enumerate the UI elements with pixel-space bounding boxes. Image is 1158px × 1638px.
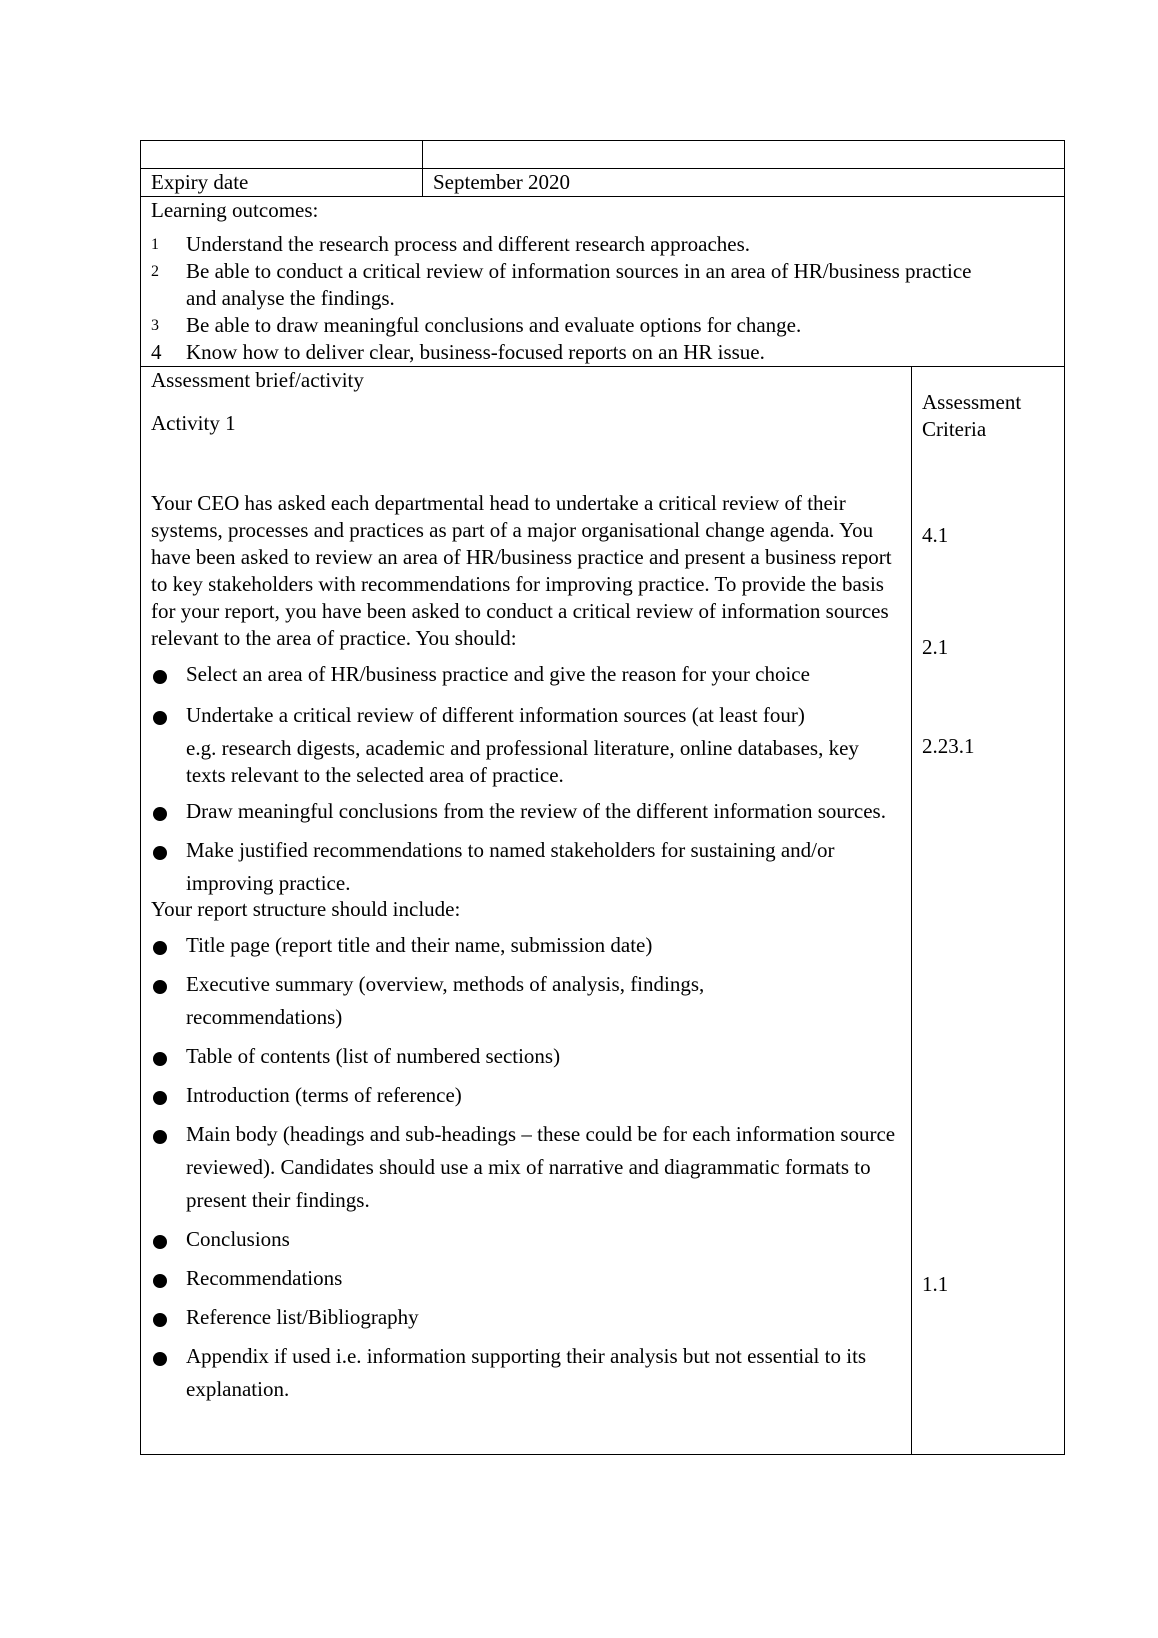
- structure-text: Conclusions: [186, 1227, 290, 1251]
- expiry-value: September 2020: [423, 169, 1065, 197]
- bullet-icon: [153, 941, 167, 955]
- task-text: Make justified recommendations to named stakeholders for sustaining and/or improving practice.: [186, 838, 835, 895]
- task-item: [151, 699, 901, 732]
- bullet-icon: [153, 1091, 167, 1105]
- structure-text: Appendix if used i.e. information supporting their analysis but not essential to its explanation.: [186, 1344, 867, 1401]
- assessment-brief-row: [141, 367, 1065, 1455]
- task-item: [151, 795, 901, 828]
- learning-outcome-item: [151, 258, 1054, 312]
- header-row-empty: [141, 141, 1065, 169]
- outcome-number: 4: [151, 340, 162, 364]
- structure-text: Table of contents (list of numbered sections): [186, 1044, 561, 1068]
- criteria-value: 2.23.1: [922, 734, 975, 758]
- structure-item: [151, 1262, 901, 1295]
- outcome-text: Understand the research process and different research approaches.: [186, 232, 751, 256]
- bullet-icon: [153, 1352, 167, 1366]
- task-text: Undertake a critical review of different information sources (at least four): [186, 703, 805, 727]
- bullet-icon: [153, 711, 167, 725]
- criteria-value: 1.1: [922, 1272, 949, 1296]
- structure-text: Reference list/Bibliography: [186, 1305, 419, 1329]
- task-item-continued: [151, 735, 901, 789]
- structure-text: Main body (headings and sub-headings – these could be for each information source reviewed). Candidates should use a mix of narrative and diagrammatic formats to present their findings.: [186, 1122, 896, 1212]
- structure-item: [151, 968, 901, 1034]
- structure-item: [151, 929, 901, 962]
- learning-outcomes-title: Learning outcomes:: [151, 198, 319, 222]
- learning-outcome-item: [151, 231, 1054, 258]
- activity-label: Activity 1: [151, 411, 236, 435]
- structure-text: Executive summary (overview, methods of analysis, findings, recommendations): [186, 972, 705, 1029]
- header-label-empty: [141, 141, 423, 169]
- outcome-number: 3: [151, 317, 159, 334]
- bullet-icon: [153, 1313, 167, 1327]
- structure-list: [151, 929, 901, 1406]
- bullet-icon: [153, 1274, 167, 1288]
- structure-item: [151, 1079, 901, 1112]
- expiry-label: Expiry date: [141, 169, 423, 197]
- bullet-icon: [153, 846, 167, 860]
- structure-text: Recommendations: [186, 1266, 343, 1290]
- assessment-brief-cell: [141, 367, 912, 1455]
- learning-outcomes-list: [151, 231, 1054, 366]
- task-text: Select an area of HR/business practice and give the reason for your choice: [186, 662, 810, 686]
- brief-heading: Assessment brief/activity: [151, 368, 364, 392]
- task-item: [151, 834, 901, 900]
- criteria-heading: Assessment Criteria: [922, 390, 1022, 441]
- task-text: Draw meaningful conclusions from the review of the different information sources.: [186, 799, 886, 823]
- criteria-value: 2.1: [922, 635, 949, 659]
- structure-item: [151, 1118, 901, 1217]
- outcome-number: 1: [151, 236, 159, 253]
- criteria-value: 4.1: [922, 523, 949, 547]
- structure-item: [151, 1040, 901, 1073]
- brief-intro: Your CEO has asked each departmental head to undertake a critical review of their systems, processes and practices as part of a major organisational change agenda. You have been asked to review an area of HR/business practice and present a business report to key stakeholders with recommendations for improving practice. To provide the basis for your report, you have been asked to conduct a critical review of information sources relevant to the area of practice. You should:: [151, 491, 892, 650]
- outcome-number: 2: [151, 263, 159, 280]
- structure-title: Your report structure should include:: [151, 897, 461, 921]
- learning-outcomes-cell: [141, 197, 1065, 367]
- task-item: [151, 658, 901, 691]
- assessment-table: [140, 140, 1065, 1455]
- structure-item: [151, 1223, 901, 1256]
- bullet-icon: [153, 807, 167, 821]
- outcome-text: Be able to draw meaningful conclusions and evaluate options for change.: [186, 313, 802, 337]
- task-text: e.g. research digests, academic and professional literature, online databases, key texts relevant to the selected area of practice.: [186, 736, 859, 787]
- structure-item: [151, 1301, 901, 1334]
- bullet-icon: [153, 1235, 167, 1249]
- outcome-text: Know how to deliver clear, business-focused reports on an HR issue.: [186, 340, 765, 364]
- structure-text: Title page (report title and their name, submission date): [186, 933, 653, 957]
- learning-outcome-item: [151, 339, 1054, 366]
- header-value-empty: [423, 141, 1065, 169]
- expiry-row: [141, 169, 1065, 197]
- bullet-icon: [153, 1130, 167, 1144]
- outcome-text: Be able to conduct a critical review of information sources in an area of HR/business practice and analyse the findings.: [186, 259, 972, 310]
- assessment-criteria-cell: [912, 367, 1065, 1455]
- bullet-icon: [153, 1052, 167, 1066]
- task-list: [151, 658, 901, 900]
- bullet-icon: [153, 980, 167, 994]
- learning-outcome-item: [151, 312, 1054, 339]
- bullet-icon: [153, 670, 167, 684]
- learning-outcomes-row: [141, 197, 1065, 367]
- structure-text: Introduction (terms of reference): [186, 1083, 462, 1107]
- structure-item: [151, 1340, 901, 1406]
